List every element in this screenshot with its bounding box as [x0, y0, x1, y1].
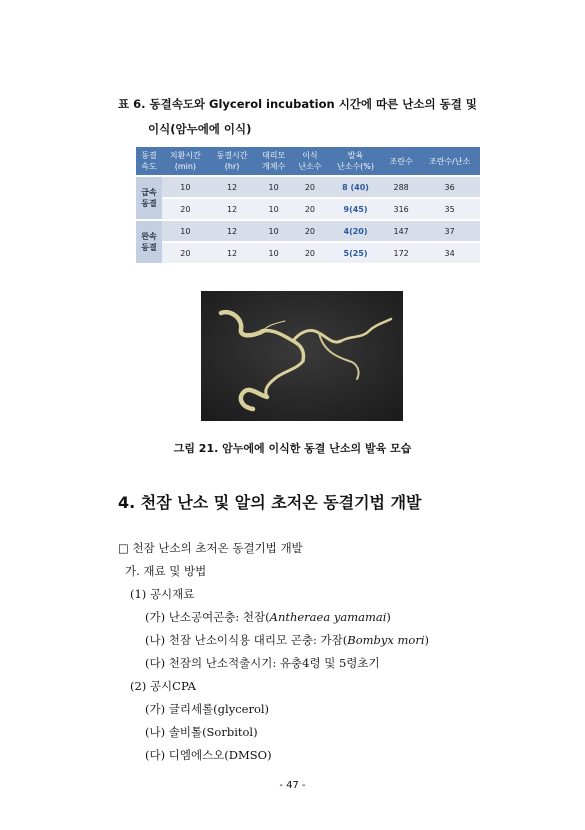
species-name-antheraea: Antheraea yamamai [269, 610, 387, 624]
column-header: 조란수/난소 [419, 147, 480, 175]
table-cell: 20 [162, 243, 209, 263]
table-row [136, 177, 480, 197]
table-cell: 10 [255, 177, 291, 197]
table-cell: 12 [209, 243, 256, 263]
body-line-6: (다) 천잠의 난소적출시기: 유충4령 및 5령초기 [145, 656, 380, 670]
table-cell: 36 [419, 177, 480, 197]
table-cell: 10 [162, 221, 209, 241]
body-line-4-close: ) [386, 610, 391, 624]
ovary-photo [201, 291, 403, 421]
table-cell: 147 [383, 221, 419, 241]
column-header: 발육 난소수(%) [328, 147, 383, 175]
body-line-4 [145, 609, 391, 625]
species-name-bombyx: Bombyx mori [347, 633, 425, 647]
table-cell: 20 [292, 177, 328, 197]
table-cell: 10 [255, 243, 291, 263]
column-header: 이식 난소수 [292, 147, 328, 175]
body-line-8: (가) 글리세롤(glycerol) [145, 702, 270, 716]
table-cell: 20 [292, 199, 328, 219]
body-line-2: 가. 재료 및 방법 [125, 564, 207, 578]
body-line-5-text: (나) 천잠 난소이식용 대리모 곤충: 가잠( [145, 633, 348, 647]
column-header: 대리모 개체수 [255, 147, 291, 175]
table-cell: 9(45) [328, 199, 383, 219]
table-cell: 8 (40) [328, 177, 383, 197]
table-cell: 20 [292, 221, 328, 241]
body-line-3: (1) 공시재료 [130, 587, 195, 601]
table-cell: 288 [383, 177, 419, 197]
table-caption-line2: 이식(암누에에 이식) [148, 122, 252, 136]
table-cell: 12 [209, 199, 256, 219]
group-label: 급속 동결 [136, 177, 162, 219]
body-line-10: (다) 디엠에스오(DMSO) [145, 748, 272, 762]
body-line-7: (2) 공시CPA [130, 679, 196, 693]
column-header: 동결시간 (hr) [209, 147, 256, 175]
ovary-image [201, 291, 403, 421]
body-line-1: □ 천잠 난소의 초저온 동결기법 개발 [118, 541, 303, 555]
table-cell: 316 [383, 199, 419, 219]
table-cell: 10 [255, 221, 291, 241]
table-cell: 12 [209, 221, 256, 241]
table-header-row [136, 147, 480, 175]
body-line-5-close: ) [424, 633, 430, 647]
table-cell: 34 [419, 243, 480, 263]
table-cell: 35 [419, 199, 480, 219]
table-cell: 5(25) [328, 243, 383, 263]
table-cell: 20 [162, 199, 209, 219]
table-cell: 10 [255, 199, 291, 219]
table-cell: 10 [162, 177, 209, 197]
table-cell: 4(20) [328, 221, 383, 241]
column-header: 동결 속도 [136, 147, 162, 175]
table-cell: 172 [383, 243, 419, 263]
table-cell: 12 [209, 177, 256, 197]
table-row [136, 243, 480, 263]
body-line-9: (나) 솔비톨(Sorbitol) [145, 725, 258, 739]
table-cell: 37 [419, 221, 480, 241]
body-line-5 [145, 632, 429, 648]
results-table [136, 145, 480, 265]
column-header: 치환시간 (min) [162, 147, 209, 175]
section-title: 4. 천잠 난소 및 알의 초저온 동결기법 개발 [118, 493, 422, 512]
figure-caption: 그림 21. 암누에에 이식한 동결 난소의 발육 모습 [173, 442, 412, 455]
column-header: 조란수 [383, 147, 419, 175]
table-caption-line1: 표 6. 동결속도와 Glycerol incubation 시간에 따른 난소의 동결 및 [118, 97, 477, 111]
group-label: 완속 동결 [136, 221, 162, 263]
body-line-4-text: (가) 난소공여곤충: 천잠( [145, 610, 270, 624]
table-row [136, 199, 480, 219]
table-row [136, 221, 480, 241]
table-caption [118, 92, 508, 142]
page-number: - 47 - [279, 780, 306, 791]
table-cell: 20 [292, 243, 328, 263]
